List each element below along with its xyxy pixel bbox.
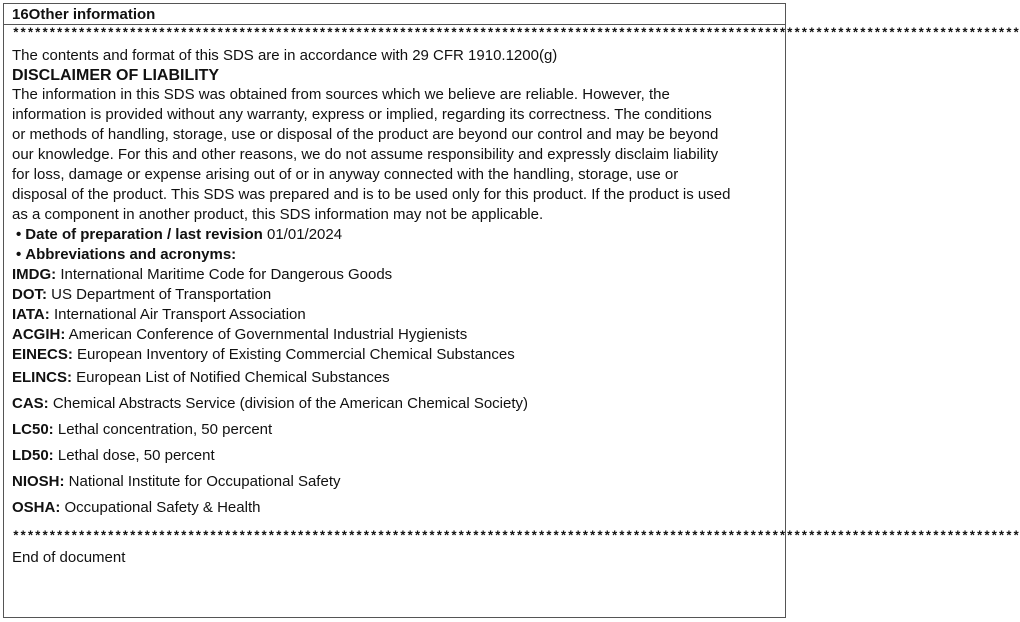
abbreviation-item [12,305,780,325]
abbreviation-term: CAS: [12,395,49,412]
abbreviation-definition: American Conference of Governmental Industrial Hygienists [68,326,468,343]
document-frame [3,3,1020,618]
abbreviation-term: OSHA: [12,499,61,516]
disclaimer-line: our knowledge. For this and other reasons, we do not assume responsibility and expressly disclaim liability [12,146,719,163]
disclaimer-line: as a component in another product, this SDS information may not be applicable. [12,206,544,223]
abbreviation-item [12,443,780,469]
abbreviation-item [12,495,780,521]
abbreviation-term: ELINCS: [12,369,72,386]
disclaimer-line: information is provided without any warranty, express or implied, regarding its correctness. The conditions [12,106,712,123]
abbreviations-heading [12,245,780,265]
disclaimer-line: The information in this SDS was obtained from sources which we believe are reliable. However, the [12,86,670,103]
abbreviation-term: ACGIH: [12,326,66,343]
abbreviation-term: EINECS: [12,346,73,363]
abbreviation-item [12,285,780,305]
abbreviations-list [12,265,780,521]
disclaimer-line: or methods of handling, storage, use or disposal of the product are beyond our control and may be beyond [12,126,719,143]
abbreviation-definition: Chemical Abstracts Service (division of the American Chemical Society) [52,395,529,412]
end-of-document: End of document [12,549,126,566]
abbreviation-definition: Lethal dose, 50 percent [57,447,215,464]
separator-bottom: ****************************************************************************************************************************************** [12,529,1020,544]
abbreviation-item [12,469,780,495]
abbreviation-definition: Lethal concentration, 50 percent [57,421,273,438]
abbreviation-item [12,417,780,443]
abbreviation-term: IATA: [12,306,50,323]
abbreviations-label: Abbreviations and acronyms: [25,246,237,263]
intro-text: The contents and format of this SDS are in accordance with 29 CFR 1910.1200(g) [12,47,558,64]
abbreviation-term: LC50: [12,421,54,438]
disclaimer-line: disposal of the product. This SDS was prepared and is to be used only for this product. If the product is used [12,186,731,203]
section-title: 16Other information [12,6,156,23]
abbreviation-term: DOT: [12,286,47,303]
abbreviation-term: NIOSH: [12,473,65,490]
revision-item [12,225,780,245]
abbreviation-item [12,325,780,345]
revision-label: Date of preparation / last revision [25,226,263,243]
bullet-icon: • [16,226,22,243]
disclaimer-body [12,85,780,225]
abbreviation-term: IMDG: [12,266,57,283]
abbreviation-definition: European List of Notified Chemical Substances [76,369,390,386]
abbreviation-item [12,345,780,365]
abbreviation-definition: Occupational Safety & Health [64,499,261,516]
abbreviation-term: LD50: [12,447,54,464]
abbreviation-item [12,265,780,285]
disclaimer-heading: DISCLAIMER OF LIABILITY [12,67,220,84]
abbreviation-definition: International Maritime Code for Dangerous Goods [60,266,393,283]
abbreviation-definition: International Air Transport Association [53,306,306,323]
section-header [4,4,785,25]
revision-date: 01/01/2024 [267,226,343,243]
bullet-icon: • [16,246,22,263]
separator-top: ****************************************************************************************************************************************** [12,26,1020,41]
section-content [12,46,780,521]
abbreviation-definition: National Institute for Occupational Safety [68,473,341,490]
abbreviation-definition: US Department of Transportation [51,286,272,303]
abbreviation-definition: European Inventory of Existing Commercial Chemical Substances [77,346,515,363]
disclaimer-line: for loss, damage or expense arising out of or in anyway connected with the handling, storage, use or [12,166,679,183]
abbreviation-item [12,391,780,417]
abbreviation-item [12,365,780,391]
